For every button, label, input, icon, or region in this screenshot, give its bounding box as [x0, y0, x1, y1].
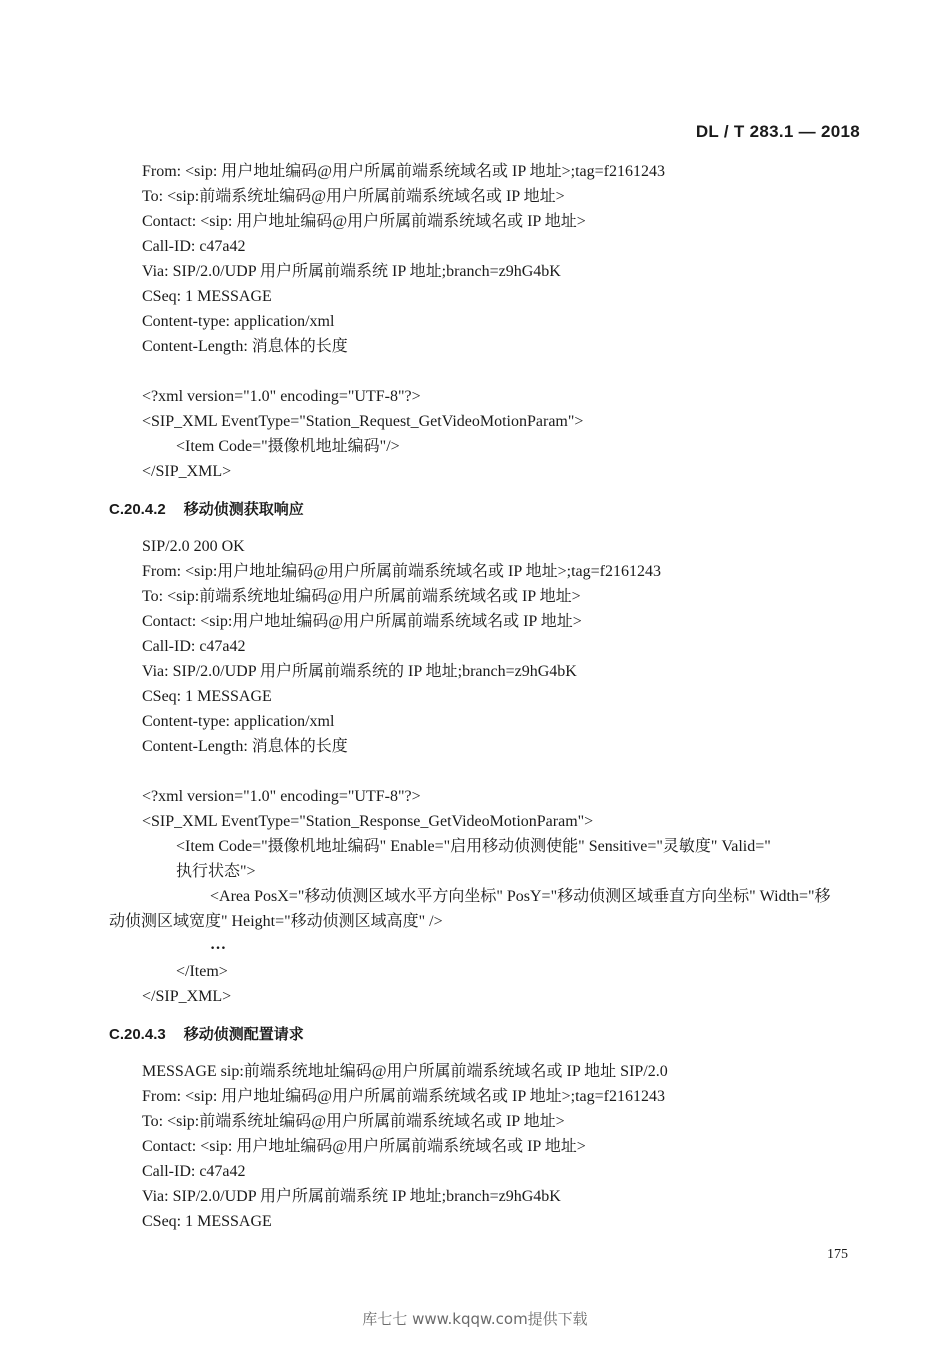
- document-code: DL / T 283.1 — 2018: [695, 122, 860, 141]
- sip-header-line: Content-Length: 消息体的长度: [142, 338, 348, 355]
- section-heading: [109, 500, 304, 520]
- sip-header-line: CSeq: 1 MESSAGE: [142, 688, 272, 705]
- sip-header-line: From: <sip:用户地址编码@用户所属前端系统域名或 IP 地址>;tag=f2161243: [142, 563, 661, 580]
- section-title: 移动侦测获取响应: [183, 501, 304, 518]
- sip-header-line: Call-ID: c47a42: [142, 1163, 246, 1180]
- footer-watermark: 库七七 www.kqqw.com提供下载: [362, 1310, 588, 1328]
- sip-header-line: Call-ID: c47a42: [142, 238, 246, 255]
- section-heading: [109, 1025, 304, 1045]
- sip-header-line: Call-ID: c47a42: [142, 638, 246, 655]
- xml-area-tag-cont: 动侦测区域宽度" Height="移动侦测区域高度" />: [109, 913, 443, 930]
- section-number: C.20.4.3: [109, 1026, 166, 1043]
- sip-header-line: Via: SIP/2.0/UDP 用户所属前端系统 IP 地址;branch=z9hG4bK: [142, 263, 561, 280]
- page-number: 175: [827, 1247, 848, 1262]
- sip-header-line: CSeq: 1 MESSAGE: [142, 288, 272, 305]
- sip-header-line: Content-type: application/xml: [142, 713, 335, 730]
- xml-area-tag: <Area PosX="移动侦测区域水平方向坐标" PosY="移动侦测区域垂直方向坐标" Width="移: [210, 888, 831, 905]
- section-number: C.20.4.2: [109, 501, 166, 518]
- sip-header-line: To: <sip:前端系统址编码@用户所属前端系统域名或 IP 地址>: [142, 188, 565, 205]
- sip-header-line: Via: SIP/2.0/UDP 用户所属前端系统的 IP 地址;branch=z9hG4bK: [142, 663, 577, 680]
- sip-request-line: MESSAGE sip:前端系统地址编码@用户所属前端系统域名或 IP 地址 SIP/2.0: [142, 1063, 668, 1080]
- xml-open-tag: <SIP_XML EventType="Station_Request_GetVideoMotionParam">: [142, 413, 584, 430]
- sip-header-line: Content-type: application/xml: [142, 313, 335, 330]
- sip-header-line: Contact: <sip: 用户地址编码@用户所属前端系统域名或 IP 地址>: [142, 213, 586, 230]
- sip-header-line: From: <sip: 用户地址编码@用户所属前端系统域名或 IP 地址>;tag=f2161243: [142, 163, 665, 180]
- xml-declaration: <?xml version="1.0" encoding="UTF-8"?>: [142, 388, 421, 405]
- xml-item-tag: <Item Code="摄像机地址编码"/>: [176, 438, 400, 455]
- sip-header-line: Contact: <sip:用户地址编码@用户所属前端系统域名或 IP 地址>: [142, 613, 582, 630]
- xml-item-tag: <Item Code="摄像机地址编码" Enable="启用移动侦测使能" Sensitive="灵敏度" Valid=": [176, 838, 771, 855]
- sip-header-line: From: <sip: 用户地址编码@用户所属前端系统域名或 IP 地址>;tag=f2161243: [142, 1088, 665, 1105]
- sip-header-line: To: <sip:前端系统地址编码@用户所属前端系统域名或 IP 地址>: [142, 588, 581, 605]
- sip-header-line: Contact: <sip: 用户地址编码@用户所属前端系统域名或 IP 地址>: [142, 1138, 586, 1155]
- section-title: 移动侦测配置请求: [183, 1026, 304, 1043]
- sip-header-line: To: <sip:前端系统址编码@用户所属前端系统域名或 IP 地址>: [142, 1113, 565, 1130]
- xml-open-tag: <SIP_XML EventType="Station_Response_GetVideoMotionParam">: [142, 813, 594, 830]
- xml-declaration: <?xml version="1.0" encoding="UTF-8"?>: [142, 788, 421, 805]
- xml-item-tag-cont: 执行状态">: [176, 863, 256, 880]
- xml-close-tag: </SIP_XML>: [142, 988, 232, 1005]
- xml-ellipsis: …: [210, 936, 226, 953]
- sip-header-line: Via: SIP/2.0/UDP 用户所属前端系统 IP 地址;branch=z9hG4bK: [142, 1188, 561, 1205]
- xml-item-close: </Item>: [176, 963, 228, 980]
- sip-status-line: SIP/2.0 200 OK: [142, 538, 245, 555]
- sip-header-line: Content-Length: 消息体的长度: [142, 738, 348, 755]
- xml-close-tag: </SIP_XML>: [142, 463, 232, 480]
- sip-header-line: CSeq: 1 MESSAGE: [142, 1213, 272, 1230]
